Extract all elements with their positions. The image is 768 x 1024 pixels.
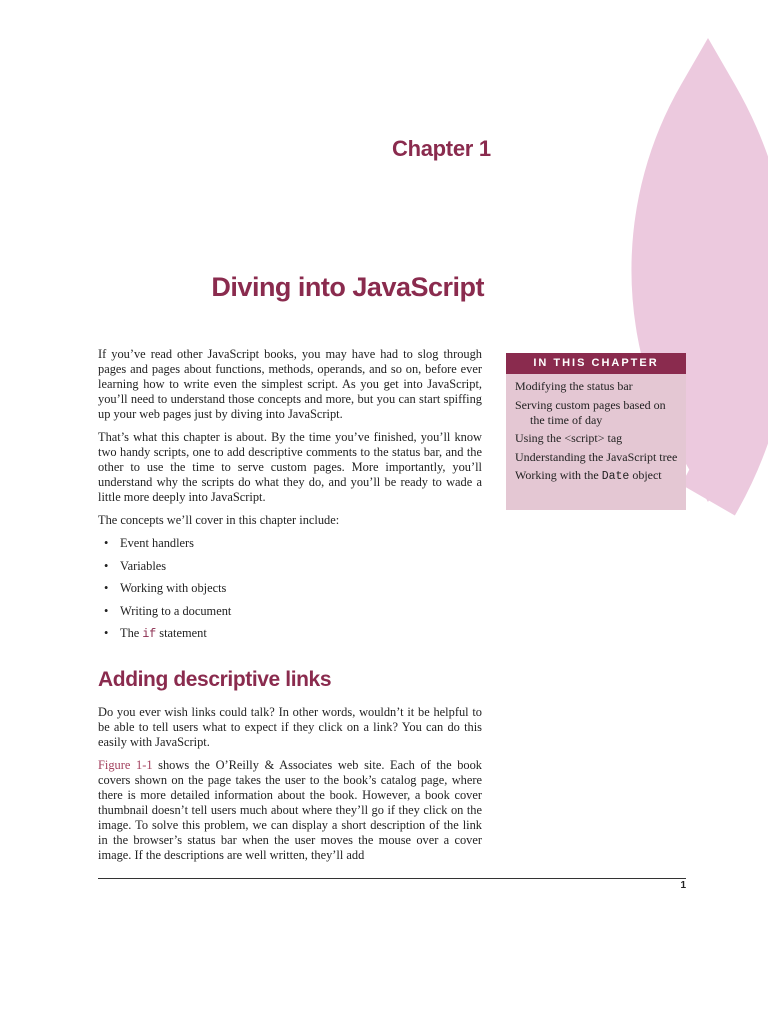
intro-paragraph: If you’ve read other JavaScript books, you may have had to slog through pages and pages about functions, methods, operands, and so on, before ever learning how to write even the simplest script. As you get into JavaScript, you’ll need to understand those concepts and more, but you can start spiffing up your web pages just by diving into JavaScript.	[98, 347, 482, 421]
footer-rule	[98, 878, 686, 879]
list-item	[98, 559, 482, 582]
sidebar-item-prefix: Working with the	[515, 468, 602, 483]
page-number: 1	[680, 880, 686, 891]
chapter-title: Diving into JavaScript	[211, 272, 484, 302]
sidebar-heading: IN THIS CHAPTER	[506, 353, 686, 374]
bullet-marker: •	[104, 626, 109, 640]
list-item	[98, 604, 482, 627]
list-item	[98, 626, 482, 649]
main-text-column	[98, 347, 482, 871]
list-item-text-suffix: statement	[156, 626, 207, 640]
section-paragraph	[98, 758, 482, 863]
sidebar-item	[515, 468, 680, 484]
section-heading: Adding descriptive links	[98, 667, 332, 691]
list-item-text-prefix: The	[120, 626, 143, 640]
section-paragraph-text: shows the O’Reilly & Associates web site. Each of the book covers shown on the page takes the user to the book’s catalog page, where there is more detailed information about the book. However, a book cover thumbnail doesn’t tell users much about where they’ll go if they click on the image. To solve this problem, we can display a short description of the link in the browser’s status bar when the user moves the mouse over a cover image. If the descriptions are well written, they’ll add	[98, 757, 482, 862]
list-item	[98, 536, 482, 559]
sidebar-item: Serving custom pages based on the time of day	[515, 397, 666, 427]
sidebar-item: Modifying the status bar	[515, 379, 633, 393]
list-item-text: Event handlers	[120, 536, 194, 550]
inline-code: Date	[601, 470, 630, 484]
section-paragraph: Do you ever wish links could talk? In other words, wouldn’t it be helpful to be able to tell users what to expect if they click on a link? You can do this easily with JavaScript.	[98, 704, 482, 749]
chapter-number: Chapter 1	[392, 136, 491, 161]
bullet-marker: •	[104, 536, 109, 550]
sidebar-list	[506, 379, 686, 484]
bullet-marker: •	[104, 603, 109, 618]
inline-code: if	[142, 628, 157, 641]
bullet-marker: •	[104, 581, 109, 595]
list-item	[98, 581, 482, 604]
list-item-text: Variables	[120, 558, 167, 573]
list-item-text: Writing to a document	[120, 603, 232, 618]
sidebar-item-suffix: object	[629, 468, 662, 483]
bullet-marker: •	[104, 558, 109, 573]
intro-paragraph: That’s what this chapter is about. By the time you’ve finished, you’ll know two handy scripts, one to add descriptive comments to the status bar, and the other to use the time to serve custom pages. More importantly, you’ll understand why the scripts do what they do, and you’ll be ready to wade a little more deeply into JavaScript.	[98, 430, 482, 504]
list-item-text: Working with objects	[120, 581, 227, 595]
sidebar-item: Understanding the JavaScript tree	[515, 449, 678, 464]
figure-reference-link[interactable]: Figure 1-1	[98, 757, 153, 772]
concepts-list	[98, 536, 482, 649]
in-this-chapter-sidebar	[506, 353, 686, 510]
sidebar-item: Using the <script> tag	[515, 431, 623, 446]
intro-paragraph: The concepts we’ll cover in this chapter include:	[98, 513, 340, 527]
